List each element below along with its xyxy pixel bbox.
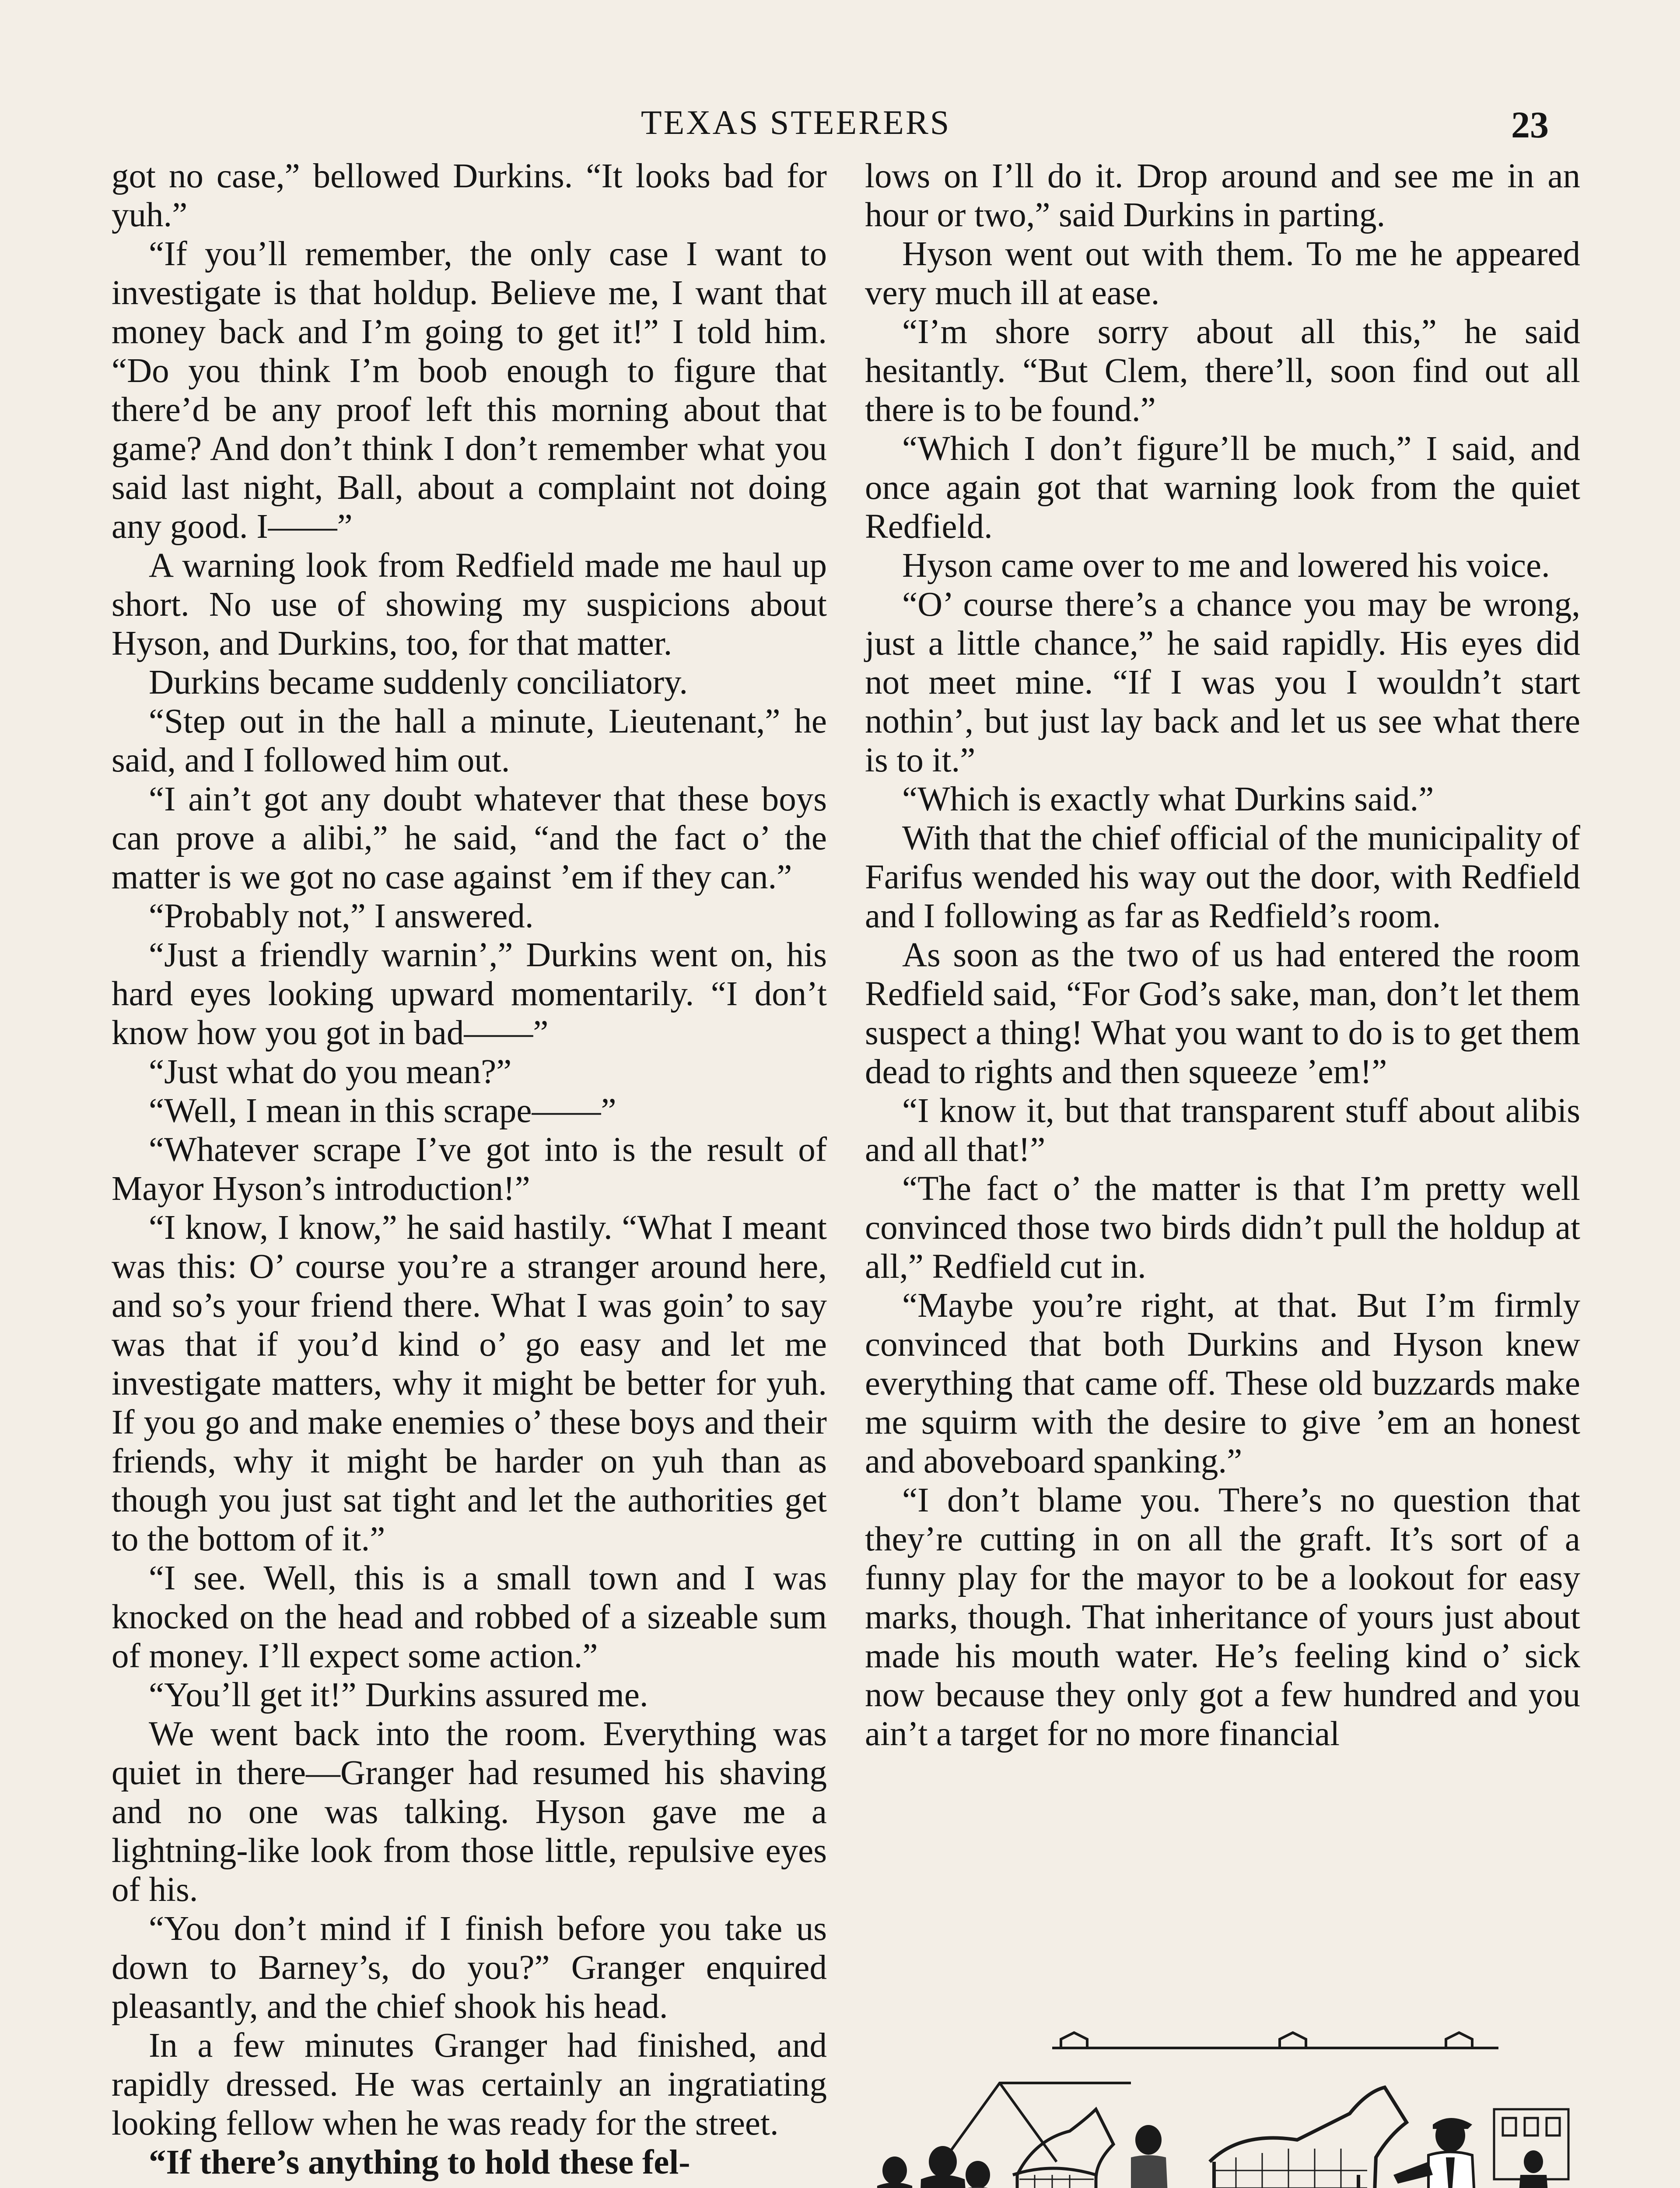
- paragraph: lows on I’ll do it. Drop around and see me in an hour or two,” said Durkins in parting.: [865, 157, 1580, 234]
- paragraph: “Probably not,” I answered.: [149, 897, 534, 935]
- paragraph: “If there’s anything to hold these fel-: [149, 2143, 690, 2181]
- page-header: [0, 103, 1680, 147]
- paragraph: “I’m shore sorry about all this,” he said hesitantly. “But Clem, there’ll, soon find out all there is to be found.”: [865, 313, 1580, 429]
- paragraph: Hyson went out with them. To me he appeared very much ill at ease.: [865, 235, 1580, 312]
- paragraph: “Maybe you’re right, at that. But I’m firmly convinced that both Durkins and Hyson knew everything that came off. These old buzzards make me squirm with the desire to give ’em an honest and aboveboard spanking.”: [865, 1287, 1580, 1480]
- paragraph: “Just a friendly warnin’,” Durkins went on, his hard eyes looking upward momentarily. “I don’t know how you got in bad——”: [112, 936, 827, 1052]
- paragraph: “I know it, but that transparent stuff about alibis and all that!”: [865, 1092, 1580, 1169]
- paragraph: “I know, I know,” he said hastily. “What I meant was this: O’ course you’re a stranger around here, and so’s your friend there. What I was goin’ to say was that if you’d kind o’ go easy and let me investigate matters, why it might be better for yuh. If you go and make enemies o’ these boys and their friends, why it might be harder on yuh than as though you just sat tight and let the authorities get to the bottom of it.”: [112, 1209, 827, 1558]
- paragraph: “You’ll get it!” Durkins assured me.: [149, 1676, 648, 1714]
- horse-stable-illustration: [868, 2030, 1577, 2188]
- paragraph: “Which I don’t figure’ll be much,” I said, and once again got that warning look from the quiet Redfield.: [865, 430, 1580, 546]
- paragraph: “I don’t blame you. There’s no question that they’re cutting in on all the graft. It’s sort of a funny play for the mayor to be a lookout for easy marks, though. That inheritance of yours just about made his mouth water. He’s feeling kind o’ sick now because they only got a few hundred and you ain’t a target for no more financial: [865, 1481, 1580, 1753]
- paragraph: got no case,” bellowed Durkins. “It looks bad for yuh.”: [112, 157, 827, 234]
- paragraph: A warning look from Redfield made me haul up short. No use of showing my suspicions about Hyson, and Durkins, too, for that matter.: [112, 547, 827, 663]
- paragraph: “Which is exactly what Durkins said.”: [902, 780, 1434, 818]
- paragraph: “I see. Well, this is a small town and I was knocked on the head and robbed of a sizeable sum of money. I’ll expect some action.”: [112, 1559, 827, 1675]
- paragraph: “If you’ll remember, the only case I want to investigate is that holdup. Believe me, I want that money back and I’m going to get it!” I told him. “Do you think I’m boob enough to figure that there’d be any proof left this morning about that game? And don’t think I don’t remember what you said last night, Ball, about a complaint not doing any good. I——”: [112, 235, 827, 546]
- paragraph: “Well, I mean in this scrape——”: [149, 1092, 616, 1130]
- paragraph: “O’ course there’s a chance you may be wrong, just a little chance,” he said rapidly. His eyes did not meet mine. “If I was you I wouldn’t start nothin’, but just lay back and let us see what there is to it.”: [865, 586, 1580, 779]
- paragraph: As soon as the two of us had entered the room Redfield said, “For God’s sake, man, don’t let them suspect a thing! What you want to do is to get them dead to rights and then squeeze ’em!”: [865, 936, 1580, 1091]
- paragraph: “I ain’t got any doubt whatever that these boys can prove a alibi,” he said, “and the fact o’ the matter is we got no case against ’em if they can.”: [112, 780, 827, 896]
- left-text-column: [112, 157, 827, 2182]
- paragraph: In a few minutes Granger had finished, and rapidly dressed. He was certainly an ingratiating looking fellow when he was ready for the street.: [112, 2027, 827, 2142]
- paragraph: “Whatever scrape I’ve got into is the result of Mayor Hyson’s introduction!”: [112, 1131, 827, 1208]
- paragraph: We went back into the room. Everything was quiet in there—Granger had resumed his shaving and no one was talking. Hyson gave me a lightning-like look from those little, repulsive eyes of his.: [112, 1715, 827, 1909]
- page-number: 23: [1511, 104, 1549, 146]
- paragraph: “You don’t mind if I finish before you take us down to Barney’s, do you?” Granger enquired pleasantly, and the chief shook his head.: [112, 1910, 827, 2026]
- paragraph: “The fact o’ the matter is that I’m pretty well convinced those two birds didn’t pull the holdup at all,” Redfield cut in.: [865, 1170, 1580, 1286]
- right-text-column: [865, 157, 1580, 1753]
- paragraph: Durkins became suddenly conciliatory.: [149, 663, 688, 701]
- paragraph: “Step out in the hall a minute, Lieutenant,” he said, and I followed him out.: [112, 702, 827, 779]
- paragraph: With that the chief official of the municipality of Farifus wended his way out the door, with Redfield and I following as far as Redfield’s room.: [865, 819, 1580, 935]
- paragraph: “Just what do you mean?”: [149, 1053, 512, 1091]
- paragraph: Hyson came over to me and lowered his voice.: [902, 547, 1550, 585]
- running-title: TEXAS STEERERS: [641, 103, 951, 141]
